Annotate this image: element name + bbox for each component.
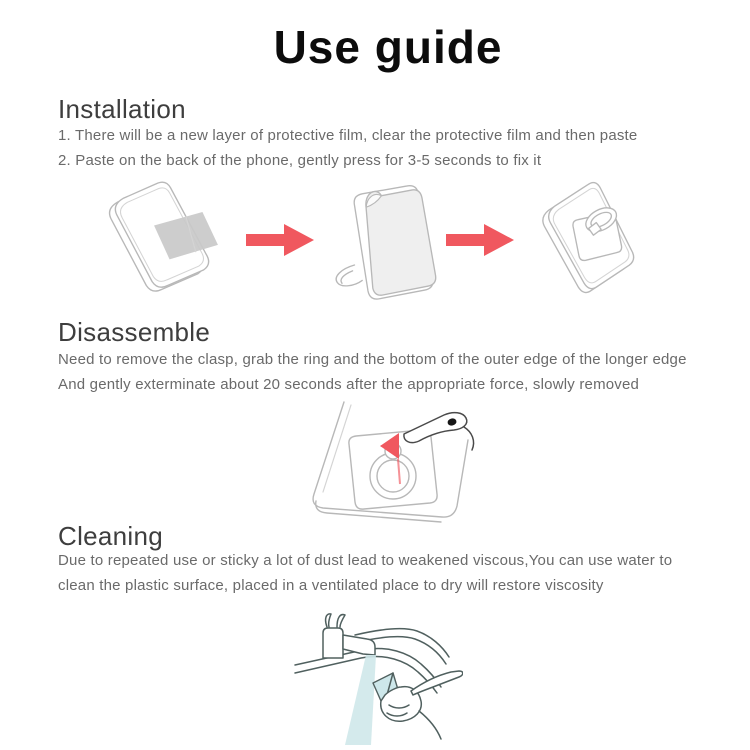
disassemble-line-2: And gently exterminate about 20 seconds after the appropriate force, slowly removed [58, 376, 640, 393]
cleaning-heading: Cleaning [58, 521, 164, 551]
phone-with-film-icon [96, 173, 246, 308]
installation-illustration-row [0, 170, 750, 310]
installation-step-1: 1. There will be a new layer of protective film, clear the protective film and then paste [58, 127, 638, 144]
right-arrow-icon [246, 218, 316, 262]
installation-heading: Installation [58, 94, 186, 124]
disassemble-line-1: Need to remove the clasp, grab the ring and the bottom of the outer edge of the longer edge [58, 351, 687, 368]
page-title: Use guide [273, 21, 503, 73]
cleaning-line-1: Due to repeated use or sticky a lot of dust lead to weakened viscous,You can use water to [58, 552, 673, 569]
film-peel-icon [316, 170, 446, 310]
phone-with-ring-icon [516, 173, 666, 308]
installation-step-2: 2. Paste on the back of the phone, gently press for 3-5 seconds to fix it [58, 152, 542, 169]
rinse-under-faucet-icon [293, 613, 463, 748]
right-arrow-icon [446, 218, 516, 262]
cleaning-line-2: clean the plastic surface, placed in a ventilated place to dry will restore viscosity [58, 577, 604, 594]
disassemble-heading: Disassemble [58, 317, 211, 347]
ring-clasp-removal-icon [292, 400, 482, 528]
